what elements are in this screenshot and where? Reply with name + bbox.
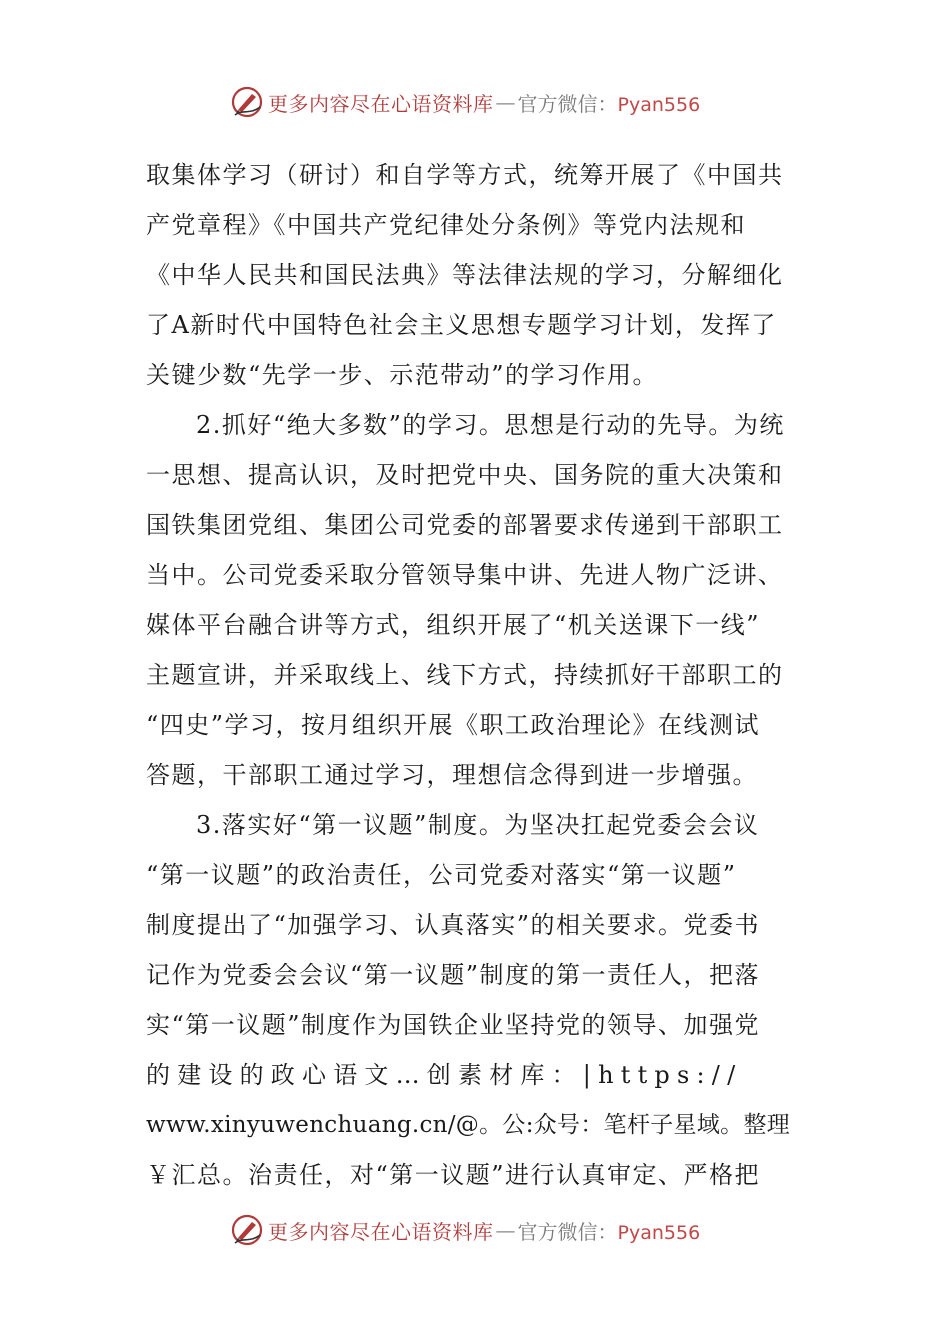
banner-title: 更多内容尽在心语资料库 (268, 1219, 494, 1244)
banner-title: 更多内容尽在心语资料库 (268, 91, 494, 116)
document-body (146, 150, 806, 1200)
body-line-11: 主题宣讲，并采取线上、线下方式，持续抓好干部职工的 (146, 661, 784, 689)
body-line-19: 的建设的政心语文…创素材库：|https:// (146, 1061, 743, 1089)
body-line-21: ￥汇总。治责任，对“第一议题”进行认真审定、严格把 (146, 1161, 761, 1189)
body-line-9: 当中。公司党委采取分管领导集中讲、先进人物广泛讲、 (146, 561, 784, 589)
body-line-16: 制度提出了“加强学习、认真落实”的相关要求。党委书 (146, 911, 761, 939)
body-line-7: 一思想、提高认识，及时把党中央、国务院的重大决策和 (146, 461, 784, 489)
body-line-20: www.xinyuwenchuang.cn/@。公:众号：笔杆子星域。整理 (146, 1112, 791, 1138)
banner-contact (518, 88, 701, 117)
paragraph-3-heading-line: 3.落实好“第一议题”制度。为坚决扛起党委会会议 (196, 811, 760, 839)
body-line-1: 取集体学习（研讨）和自学等方式，统筹开展了《中国共 (146, 161, 784, 189)
body-line-17: 记作为党委会会议“第一议题”制度的第一责任人，把落 (146, 961, 761, 989)
banner-contact (518, 1216, 701, 1245)
body-line-2: 产党章程》《中国共产党纪律处分条例》等党内法规和 (146, 211, 746, 239)
body-line-5: 关键少数“先学一步、示范带动”的学习作用。 (146, 361, 659, 389)
contact-label: 官方微信： (517, 91, 618, 116)
pen-logo-icon (230, 1213, 264, 1247)
banner-separator: — (495, 1218, 516, 1242)
contact-label: 官方微信： (517, 1219, 618, 1244)
body-line-18: 实“第一议题”制度作为国铁企业坚持党的领导、加强党 (146, 1011, 761, 1039)
body-line-4: 了A新时代中国特色社会主义思想专题学习计划，发挥了 (146, 311, 777, 339)
body-line-15: “第一议题”的政治责任，公司党委对落实“第一议题” (146, 861, 737, 889)
paragraph-2-heading-line: 2.抓好“绝大多数”的学习。思想是行动的先导。为统 (196, 411, 785, 439)
contact-id: Pyan556 (617, 1221, 701, 1244)
body-line-13: 答题，干部职工通过学习，理想信念得到进一步增强。 (146, 761, 758, 789)
contact-id: Pyan556 (617, 93, 701, 116)
body-line-8: 国铁集团党组、集团公司党委的部署要求传递到干部职工 (146, 511, 784, 539)
banner-separator: — (495, 90, 516, 114)
pen-logo-icon (230, 85, 264, 119)
body-line-10: 媒体平台融合讲等方式，组织开展了“机关送课下一线” (146, 611, 761, 639)
body-line-3: 《中华人民共和国民法典》等法律法规的学习，分解细化 (146, 261, 784, 289)
header-banner (230, 84, 750, 120)
body-line-12: “四史”学习，按月组织开展《职工政治理论》在线测试 (146, 711, 761, 739)
footer-banner (230, 1212, 750, 1248)
